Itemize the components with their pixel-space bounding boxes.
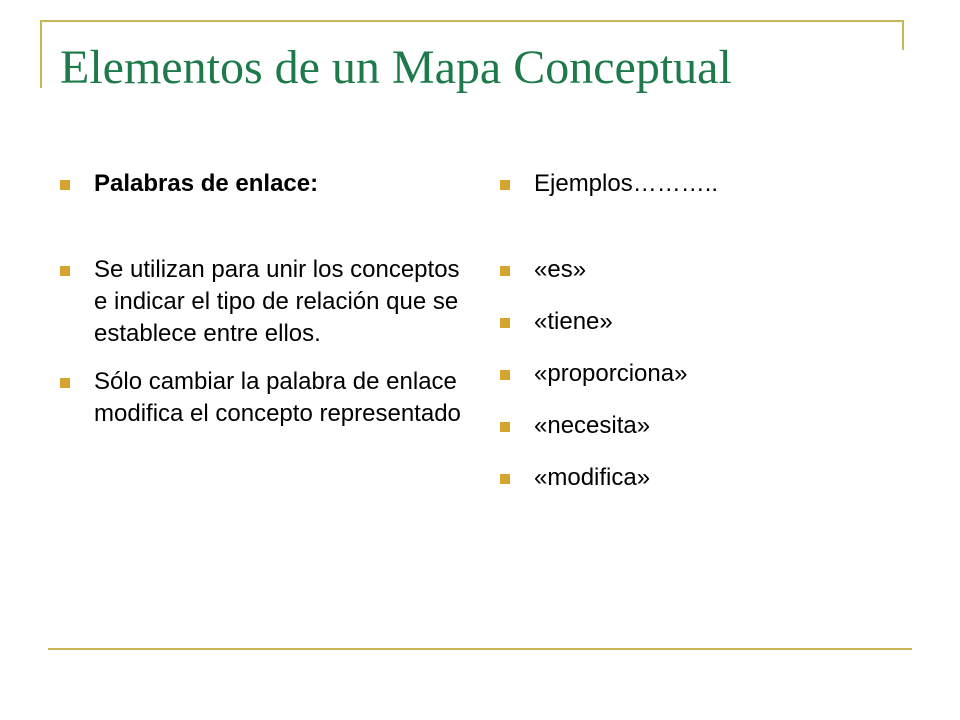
example-item-3 <box>498 358 898 390</box>
square-bullet-icon <box>500 266 510 276</box>
example-item-5 <box>498 462 898 494</box>
example-item-5-text: «modifica» <box>534 464 651 491</box>
left-item-1-text: Se utilizan para unir los conceptos e indicar el tipo de relación que se establece entre ellos. <box>94 256 460 347</box>
square-bullet-icon <box>500 180 510 190</box>
example-item-2 <box>498 306 898 338</box>
left-item-1 <box>58 254 478 350</box>
square-bullet-icon <box>60 378 70 388</box>
right-heading <box>498 168 898 200</box>
right-rule <box>902 20 904 50</box>
right-column <box>498 168 898 494</box>
example-item-2-text: «tiene» <box>534 308 613 335</box>
example-item-4-text: «necesita» <box>534 412 651 439</box>
example-item-1-text: «es» <box>534 256 587 283</box>
example-item-1 <box>498 254 898 286</box>
example-item-3-text: «proporciona» <box>534 360 688 387</box>
example-item-4 <box>498 410 898 442</box>
left-heading-text: Palabras de enlace: <box>94 170 319 197</box>
square-bullet-icon <box>60 266 70 276</box>
square-bullet-icon <box>500 318 510 328</box>
top-rule <box>40 20 904 22</box>
left-rule <box>40 20 42 88</box>
square-bullet-icon <box>60 180 70 190</box>
left-item-2 <box>58 366 478 430</box>
slide-title: Elementos de un Mapa Conceptual <box>60 41 732 94</box>
bottom-rule <box>48 648 912 650</box>
square-bullet-icon <box>500 474 510 484</box>
left-item-2-text: Sólo cambiar la palabra de enlace modifica el concepto representado <box>94 368 461 427</box>
left-heading <box>58 168 478 200</box>
left-column <box>58 168 478 430</box>
right-heading-text: Ejemplos……….. <box>534 170 719 197</box>
square-bullet-icon <box>500 370 510 380</box>
square-bullet-icon <box>500 422 510 432</box>
